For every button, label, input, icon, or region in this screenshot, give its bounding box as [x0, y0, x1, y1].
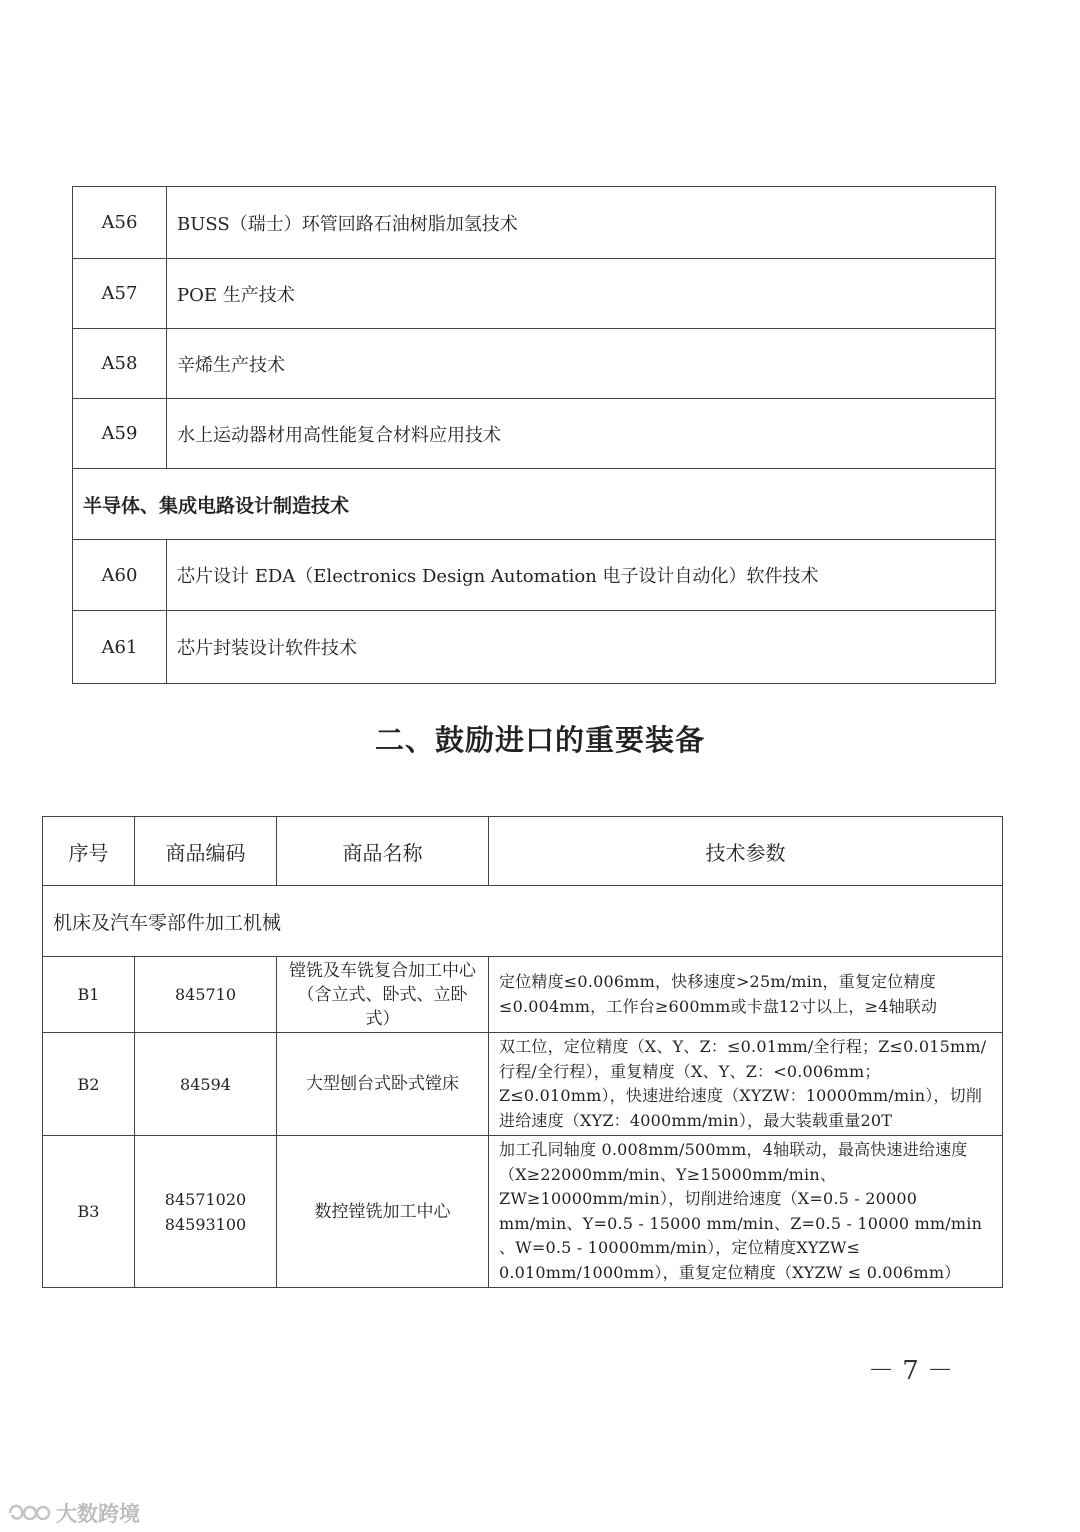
row-text: 辛烯生产技术 — [167, 329, 996, 399]
row-code: 845710 — [135, 957, 277, 1033]
row-name: 大型刨台式卧式镗床 — [277, 1033, 489, 1136]
table-row — [73, 399, 996, 469]
table-row — [73, 259, 996, 329]
header-row — [43, 817, 1003, 886]
row-text: POE 生产技术 — [167, 259, 996, 329]
row-text: BUSS（瑞士）环管回路石油树脂加氢技术 — [167, 187, 996, 259]
row-code: 84594 — [135, 1033, 277, 1136]
table-row — [73, 611, 996, 684]
watermark-text: 大数跨境 — [56, 1502, 140, 1526]
row-code: A60 — [73, 540, 167, 611]
category-row — [43, 886, 1003, 957]
header-code: 商品编码 — [135, 817, 277, 886]
row-code: A61 — [73, 611, 167, 684]
table-row — [73, 187, 996, 259]
row-no: B1 — [43, 957, 135, 1033]
header-name: 商品名称 — [277, 817, 489, 886]
category-row — [73, 469, 996, 540]
table-row — [73, 329, 996, 399]
table-row — [43, 1136, 1003, 1288]
row-code: A58 — [73, 329, 167, 399]
section-heading: 二、鼓励进口的重要装备 — [374, 723, 705, 757]
row-text: 芯片封装设计软件技术 — [167, 611, 996, 684]
category-label: 半导体、集成电路设计制造技术 — [73, 469, 996, 540]
row-code: A57 — [73, 259, 167, 329]
row-code: A56 — [73, 187, 167, 259]
row-codes — [135, 1136, 277, 1288]
row-code: 84593100 — [164, 1214, 247, 1234]
row-text: 芯片设计 EDA（Electronics Design Automation 电子设计自动化）软件技术 — [167, 540, 996, 611]
row-params: 定位精度≤0.006mm，快移速度>25m/min，重复定位精度≤0.004mm，工作台≥600mm或卡盘12寸以上，≥4轴联动 — [489, 957, 1003, 1033]
equipment-table — [42, 816, 1003, 1288]
header-params: 技术参数 — [489, 817, 1003, 886]
table-row — [43, 1033, 1003, 1136]
row-text: 水上运动器材用高性能复合材料应用技术 — [167, 399, 996, 469]
category-label: 机床及汽车零部件加工机械 — [43, 886, 1003, 957]
technology-table — [72, 186, 996, 684]
row-code: A59 — [73, 399, 167, 469]
page-number: － 7 － — [868, 1356, 954, 1386]
row-code: 84571020 — [164, 1189, 247, 1209]
row-name: 数控镗铣加工中心 — [277, 1136, 489, 1288]
watermark-logo-icon — [6, 1499, 52, 1527]
row-params: 双工位，定位精度（X、Y、Z：≤0.01mm/全行程；Z≤0.015mm/行程/全行程），重复精度（X、Y、Z：<0.006mm；Z≤0.010mm），快速进给速度（XYZW：10000mm/min），切削进给速度（XYZ：4000mm/min），最大装载重量20T — [489, 1033, 1003, 1136]
row-params: 加工孔同轴度 0.008mm/500mm，4轴联动，最高快速进给速度（X≥22000mm/min、Y≥15000mm/min、ZW≥10000mm/min），切削进给速度（X=0.5 - 20000 mm/min、Y=0.5 - 15000 mm/min、Z=0.5 - 10000 mm/min 、W=0.5 - 10000mm/min），定位精度XYZW≤ 0.010mm/1000mm），重复定位精度（XYZW ≤ 0.006mm） — [489, 1136, 1003, 1288]
row-name: 镗铣及车铣复合加工中心（含立式、卧式、立卧式） — [277, 957, 489, 1033]
table-row — [73, 540, 996, 611]
row-no: B2 — [43, 1033, 135, 1136]
watermark — [6, 1498, 140, 1528]
row-no: B3 — [43, 1136, 135, 1288]
table-row — [43, 957, 1003, 1033]
header-no: 序号 — [43, 817, 135, 886]
